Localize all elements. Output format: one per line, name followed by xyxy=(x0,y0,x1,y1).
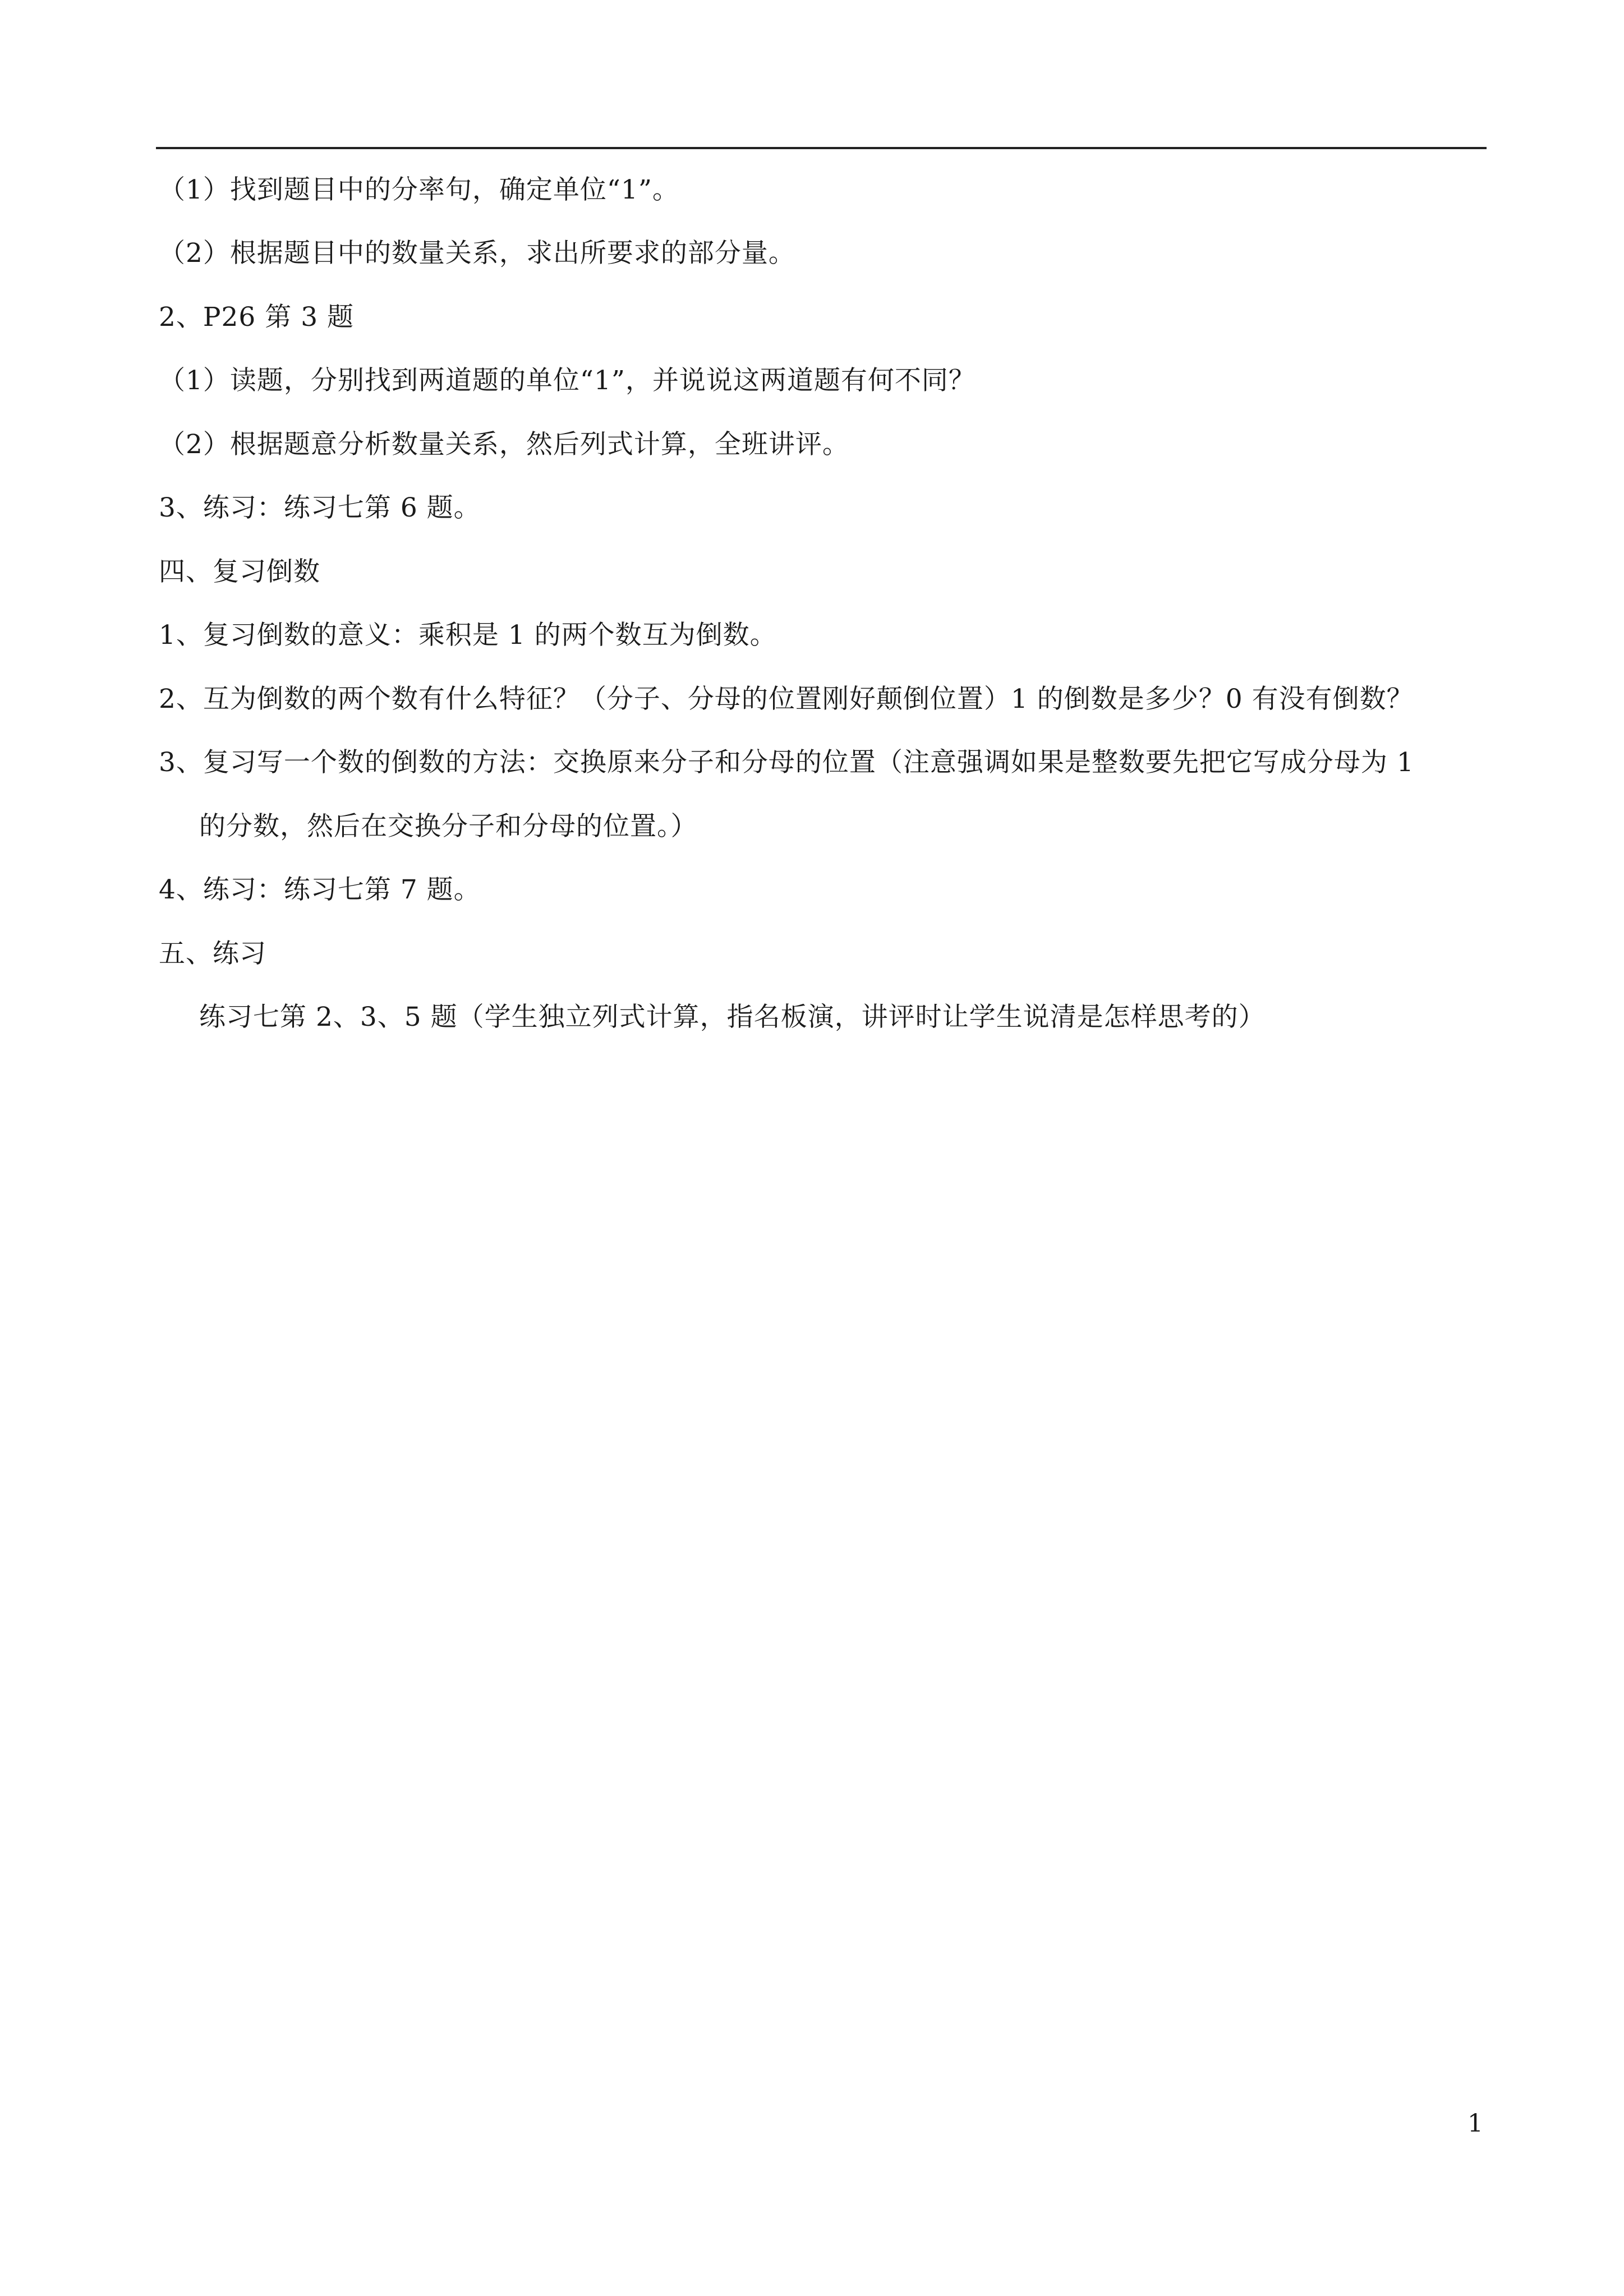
text-line-3: 2、P26 第 3 题 xyxy=(159,302,355,333)
text-line-11: 的分数，然后在交换分子和分母的位置。） xyxy=(199,811,698,842)
text-line-10: 3、复习写一个数的倒数的方法：交换原来分子和分母的位置（注意强调如果是整数要先把它写成分母为 1 xyxy=(159,747,1414,778)
page-number: 1 xyxy=(1467,2109,1483,2138)
header-rule xyxy=(156,147,1487,149)
text-line-9: 2、互为倒数的两个数有什么特征？（分子、分母的位置刚好颠倒位置）1 的倒数是多少？0 有没有倒数？ xyxy=(159,684,1414,714)
text-line-4: （1）读题，分别找到两道题的单位“1”，并说说这两道题有何不同？ xyxy=(159,365,976,396)
text-line-12: 4、练习：练习七第 7 题。 xyxy=(159,874,481,905)
text-line-6: 3、练习：练习七第 6 题。 xyxy=(159,492,481,523)
section-heading-review-reciprocal: 四、复习倒数 xyxy=(159,556,320,587)
text-line-14: 练习七第 2、3、5 题（学生独立列式计算，指名板演，讲评时让学生说清是怎样思考的） xyxy=(199,1002,1266,1032)
text-line-2: （2）根据题目中的数量关系，求出所要求的部分量。 xyxy=(159,238,795,269)
text-line-1: （1）找到题目中的分率句，确定单位“1”。 xyxy=(159,174,679,205)
section-heading-practice: 五、练习 xyxy=(159,938,266,969)
text-line-8: 1、复习倒数的意义：乘积是 1 的两个数互为倒数。 xyxy=(159,620,777,651)
text-line-5: （2）根据题意分析数量关系，然后列式计算，全班讲评。 xyxy=(159,429,849,460)
